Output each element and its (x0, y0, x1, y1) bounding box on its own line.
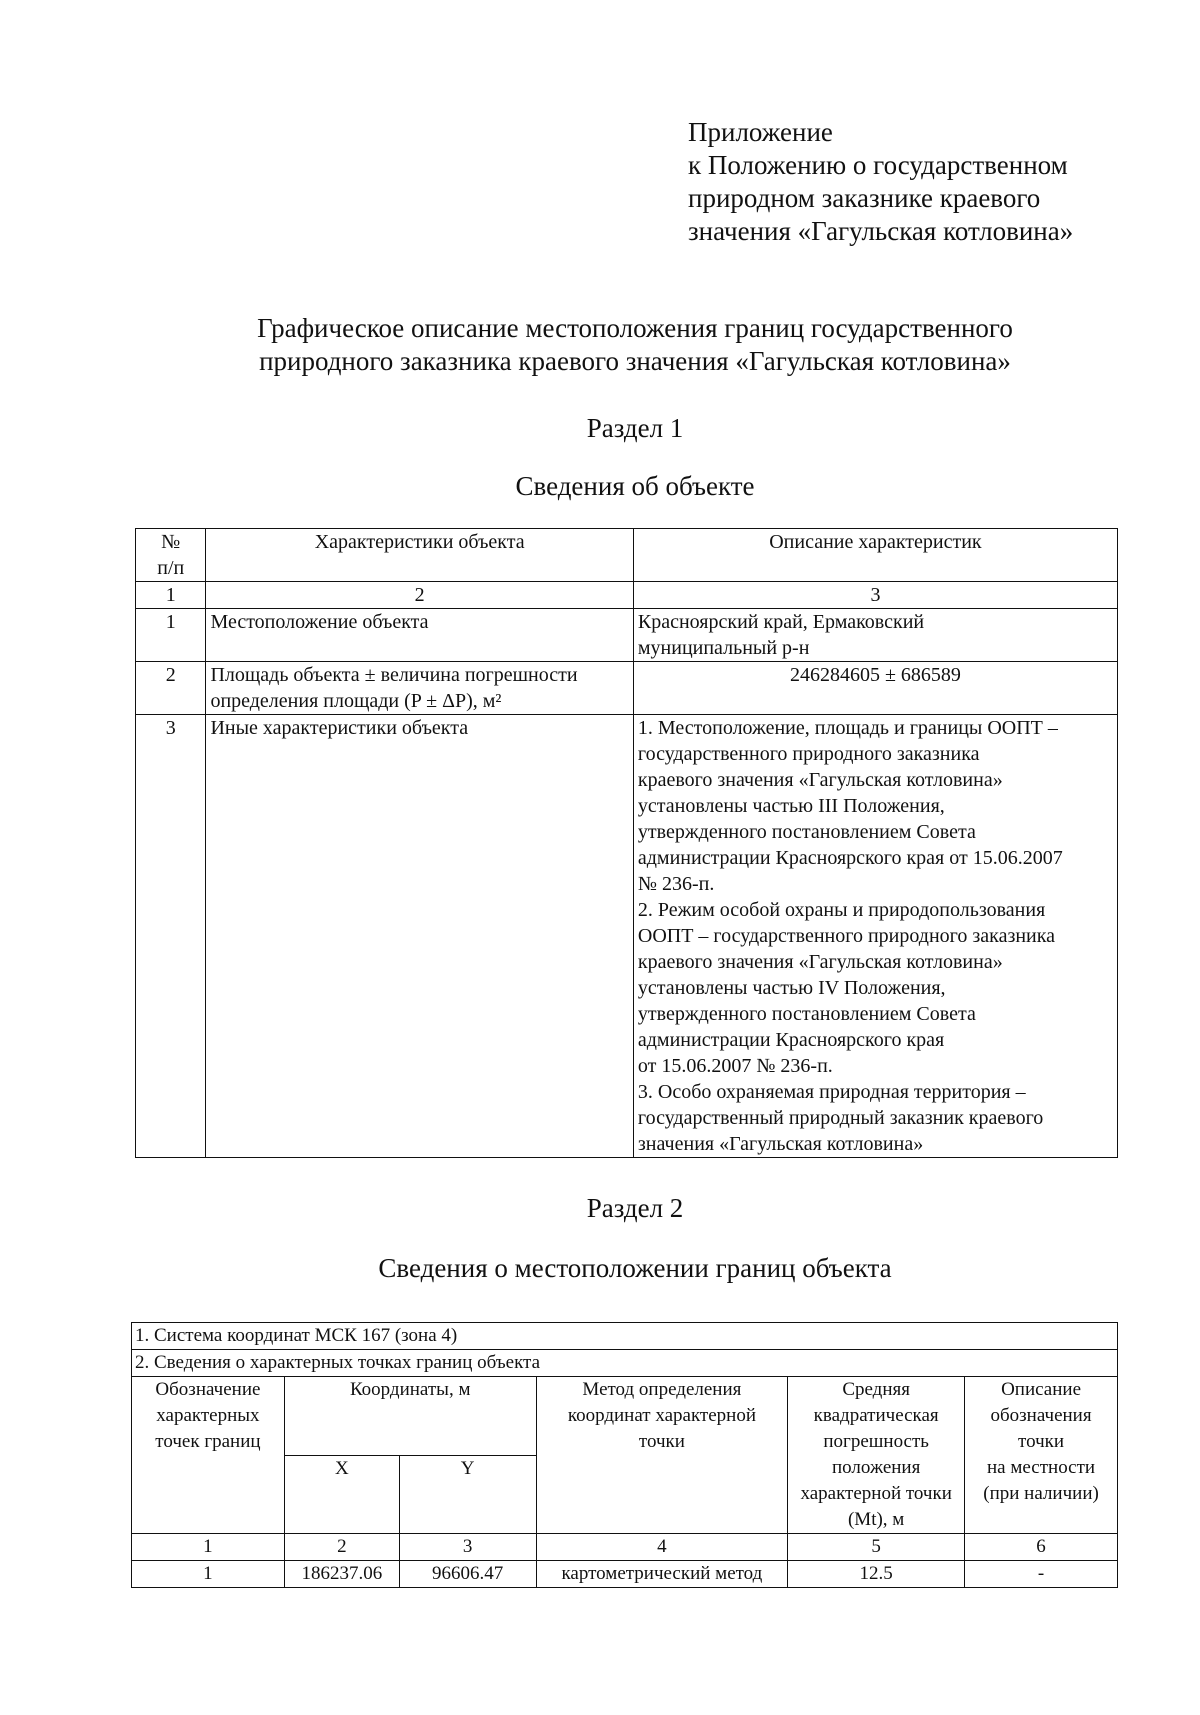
header-characteristics: Характеристики объекта (206, 529, 633, 582)
header-num-line: № (161, 531, 181, 553)
point-y: 96606.47 (399, 1561, 536, 1588)
col-number: 1 (132, 1534, 285, 1561)
value-line: 3. Особо охраняемая природная территория – (637, 1081, 1026, 1103)
row-number: 2 (136, 662, 206, 715)
header-line: обозначения (990, 1405, 1092, 1426)
col-number: 6 (965, 1534, 1118, 1561)
appendix-header (688, 116, 1073, 248)
header-line: Обозначение (155, 1379, 261, 1400)
col-number: 3 (633, 582, 1117, 609)
table-header-row (132, 1377, 1118, 1456)
row-number: 1 (136, 609, 206, 662)
header-x: X (284, 1455, 399, 1534)
value-line: № 236-п. (637, 873, 715, 895)
title-line: природного заказника краевого значения «Гагульская котловина» (259, 346, 1011, 376)
coord-system: 1. Система координат МСК 167 (зона 4) (132, 1323, 1118, 1350)
header-line: на местности (987, 1457, 1096, 1478)
value-line: утвержденного постановлением Совета (637, 821, 976, 843)
object-info-table (135, 528, 1118, 1158)
header-line: квадратическая (813, 1405, 939, 1426)
name-line: определения площади (P ± ΔP), м² (210, 690, 502, 712)
header-line: точки (638, 1431, 685, 1452)
table-row (136, 609, 1118, 662)
header-line: Средняя (842, 1379, 910, 1400)
header-line: Описание (1001, 1379, 1082, 1400)
value-line: ООПТ – государственного природного заказника (637, 925, 1056, 947)
section2-heading: Раздел 2 (586, 1193, 684, 1223)
value-line: установлены частью IV Положения, (637, 977, 946, 999)
row-value (633, 609, 1117, 662)
title-line: Графическое описание местоположения границ государственного (257, 313, 1013, 343)
value-line: 2. Режим особой охраны и природопользования (637, 899, 1046, 921)
value-line: установлены частью III Положения, (637, 795, 945, 817)
value-line: Красноярский край, Ермаковский (637, 611, 925, 633)
appendix-line: природном заказнике краевого (688, 183, 1041, 213)
row-number: 3 (136, 715, 206, 1158)
appendix-line: к Положению о государственном (688, 150, 1068, 180)
header-method (536, 1377, 788, 1534)
name-line: Площадь объекта ± величина погрешности (210, 664, 578, 686)
value-line: государственного природного заказника (637, 743, 980, 765)
header-num-line: п/п (157, 557, 185, 579)
boundary-points-table (131, 1322, 1118, 1588)
header-mark (965, 1377, 1118, 1534)
header-num (136, 529, 206, 582)
point-designation: 1 (132, 1561, 285, 1588)
point-error: 12.5 (788, 1561, 965, 1588)
value-line: от 15.06.2007 № 236-п. (637, 1055, 833, 1077)
col-number: 5 (788, 1534, 965, 1561)
table-header-row (136, 529, 1118, 582)
table-row (136, 662, 1118, 715)
header-designation (132, 1377, 285, 1534)
header-line: характерных (156, 1405, 260, 1426)
row-name (206, 662, 633, 715)
header-coordinates: Координаты, м (284, 1377, 536, 1456)
row-value (633, 715, 1117, 1158)
col-number: 2 (206, 582, 633, 609)
header-description: Описание характеристик (633, 529, 1117, 582)
column-number-row (136, 582, 1118, 609)
header-line: точки (1018, 1431, 1065, 1452)
col-number: 2 (284, 1534, 399, 1561)
value-line: утвержденного постановлением Совета (637, 1003, 976, 1025)
value-line: краевого значения «Гагульская котловина» (637, 951, 1003, 973)
table-row (136, 715, 1118, 1158)
points-title-row (132, 1350, 1118, 1377)
col-number: 4 (536, 1534, 788, 1561)
value-line: 1. Местоположение, площадь и границы ООПТ – (637, 717, 1058, 739)
header-line: погрешность (823, 1431, 929, 1452)
points-title: 2. Сведения о характерных точках границ объекта (132, 1350, 1118, 1377)
value-line: краевого значения «Гагульская котловина» (637, 769, 1003, 791)
header-line: Метод определения (582, 1379, 742, 1400)
table-row (132, 1561, 1118, 1588)
value-line: значения «Гагульская котловина» (637, 1133, 924, 1155)
header-line: (Mt), м (847, 1509, 905, 1530)
row-name: Местоположение объекта (206, 609, 633, 662)
column-number-row (132, 1534, 1118, 1561)
header-line: положения (832, 1457, 921, 1478)
appendix-line: значения «Гагульская котловина» (688, 216, 1074, 246)
header-error (788, 1377, 965, 1534)
header-line: (при наличии) (983, 1483, 1099, 1504)
point-x: 186237.06 (284, 1561, 399, 1588)
col-number: 3 (399, 1534, 536, 1561)
header-line: характерной точки (800, 1483, 952, 1504)
value-line: государственный природный заказник краевого (637, 1107, 1044, 1129)
header-line: координат характерной (567, 1405, 756, 1426)
appendix-line: Приложение (688, 117, 833, 147)
point-mark: - (965, 1561, 1118, 1588)
section1-heading: Раздел 1 (586, 413, 684, 443)
section2-subheading: Сведения о местоположении границ объекта (378, 1253, 892, 1283)
value-line: администрации Красноярского края (637, 1029, 945, 1051)
col-number: 1 (136, 582, 206, 609)
row-value: 246284605 ± 686589 (633, 662, 1117, 715)
coord-system-row (132, 1323, 1118, 1350)
header-y: Y (399, 1455, 536, 1534)
value-line: муниципальный р-н (637, 637, 810, 659)
point-method: картометрический метод (536, 1561, 788, 1588)
row-name: Иные характеристики объекта (206, 715, 633, 1158)
header-line: точек границ (155, 1431, 261, 1452)
section1-subheading: Сведения об объекте (515, 471, 755, 501)
document-title (0, 312, 1200, 378)
value-line: администрации Красноярского края от 15.06.2007 (637, 847, 1063, 869)
